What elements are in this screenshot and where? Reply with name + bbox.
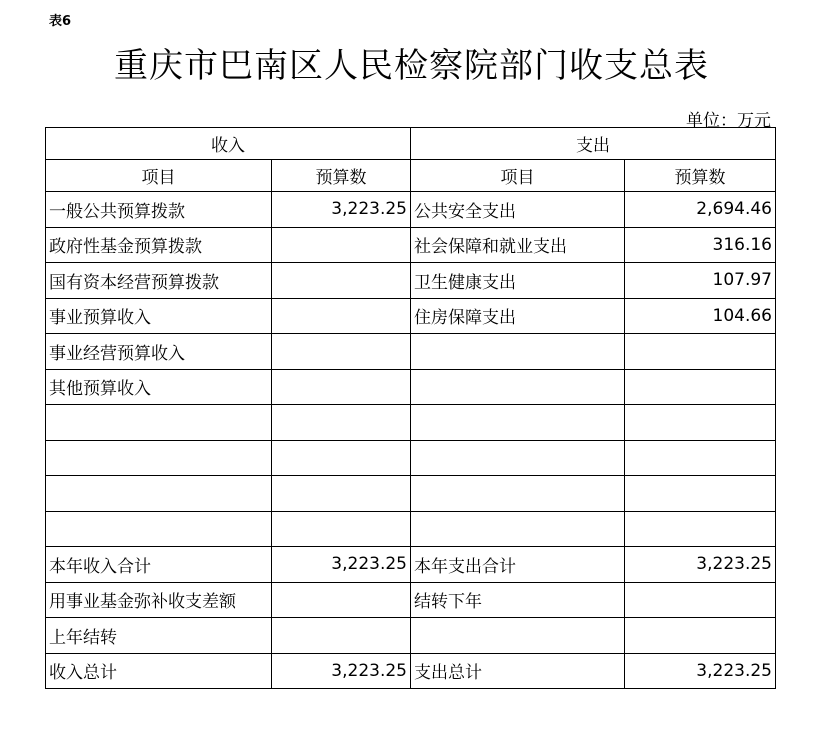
income-amount-cell xyxy=(272,476,411,512)
expense-item-cell: 公共安全支出 xyxy=(411,192,625,228)
table-row xyxy=(46,298,776,334)
table-row xyxy=(46,227,776,263)
income-amount-cell: 3,223.25 xyxy=(272,192,411,228)
expense-amount-cell xyxy=(625,334,776,370)
expense-item-cell xyxy=(411,440,625,476)
table-row xyxy=(46,334,776,370)
expense-item-cell: 本年支出合计 xyxy=(411,547,625,583)
expense-amount-cell: 3,223.25 xyxy=(625,547,776,583)
expense-amount-cell: 3,223.25 xyxy=(625,653,776,689)
expense-item-cell xyxy=(411,476,625,512)
income-item-cell: 其他预算收入 xyxy=(46,369,272,405)
expense-item-cell xyxy=(411,405,625,441)
expense-amount-cell xyxy=(625,582,776,618)
income-amount-cell xyxy=(272,405,411,441)
table-row xyxy=(46,440,776,476)
income-item-cell: 事业经营预算收入 xyxy=(46,334,272,370)
income-amount-cell xyxy=(272,263,411,299)
expense-amount-cell: 104.66 xyxy=(625,298,776,334)
income-item-cell: 政府性基金预算拨款 xyxy=(46,227,272,263)
income-item-cell xyxy=(46,476,272,512)
table-row xyxy=(46,653,776,689)
income-amount-cell xyxy=(272,298,411,334)
table-row xyxy=(46,192,776,228)
table-row xyxy=(46,547,776,583)
income-amount-cell xyxy=(272,440,411,476)
income-amount-cell: 3,223.25 xyxy=(272,653,411,689)
table-row xyxy=(46,618,776,654)
expense-amount-cell xyxy=(625,369,776,405)
income-item-cell: 上年结转 xyxy=(46,618,272,654)
expense-item-cell: 结转下年 xyxy=(411,582,625,618)
table-row xyxy=(46,511,776,547)
expense-budget-header: 预算数 xyxy=(625,160,776,192)
expense-amount-cell: 2,694.46 xyxy=(625,192,776,228)
table-row xyxy=(46,476,776,512)
expense-item-cell xyxy=(411,618,625,654)
income-item-cell: 事业预算收入 xyxy=(46,298,272,334)
expense-item-cell xyxy=(411,369,625,405)
table-row xyxy=(46,263,776,299)
expense-item-cell: 社会保障和就业支出 xyxy=(411,227,625,263)
income-amount-cell xyxy=(272,227,411,263)
income-item-cell: 一般公共预算拨款 xyxy=(46,192,272,228)
expense-section-header: 支出 xyxy=(411,128,776,160)
income-amount-cell xyxy=(272,334,411,370)
income-amount-cell xyxy=(272,618,411,654)
income-budget-header: 预算数 xyxy=(272,160,411,192)
table-number: 表6 xyxy=(49,14,72,29)
income-item-cell: 国有资本经营预算拨款 xyxy=(46,263,272,299)
unit-label: 单位：万元 xyxy=(686,111,771,131)
income-section-header: 收入 xyxy=(46,128,411,160)
income-amount-cell xyxy=(272,511,411,547)
expense-amount-cell xyxy=(625,476,776,512)
expense-item-cell xyxy=(411,334,625,370)
income-item-header: 项目 xyxy=(46,160,272,192)
expense-amount-cell: 316.16 xyxy=(625,227,776,263)
income-amount-cell: 3,223.25 xyxy=(272,547,411,583)
expense-amount-cell xyxy=(625,511,776,547)
expense-item-cell xyxy=(411,511,625,547)
table-row xyxy=(46,369,776,405)
budget-table xyxy=(45,127,776,689)
expense-item-cell: 住房保障支出 xyxy=(411,298,625,334)
table-row xyxy=(46,405,776,441)
expense-amount-cell xyxy=(625,618,776,654)
income-item-cell: 收入总计 xyxy=(46,653,272,689)
page-title: 重庆市巴南区人民检察院部门收支总表 xyxy=(114,46,709,86)
income-item-cell xyxy=(46,511,272,547)
income-item-cell xyxy=(46,440,272,476)
section-header-row xyxy=(46,128,776,160)
expense-item-header: 项目 xyxy=(411,160,625,192)
income-item-cell: 用事业基金弥补收支差额 xyxy=(46,582,272,618)
column-header-row xyxy=(46,160,776,192)
expense-item-cell: 卫生健康支出 xyxy=(411,263,625,299)
expense-item-cell: 支出总计 xyxy=(411,653,625,689)
expense-amount-cell xyxy=(625,405,776,441)
expense-amount-cell: 107.97 xyxy=(625,263,776,299)
income-item-cell xyxy=(46,405,272,441)
expense-amount-cell xyxy=(625,440,776,476)
income-amount-cell xyxy=(272,582,411,618)
table-row xyxy=(46,582,776,618)
income-item-cell: 本年收入合计 xyxy=(46,547,272,583)
income-amount-cell xyxy=(272,369,411,405)
